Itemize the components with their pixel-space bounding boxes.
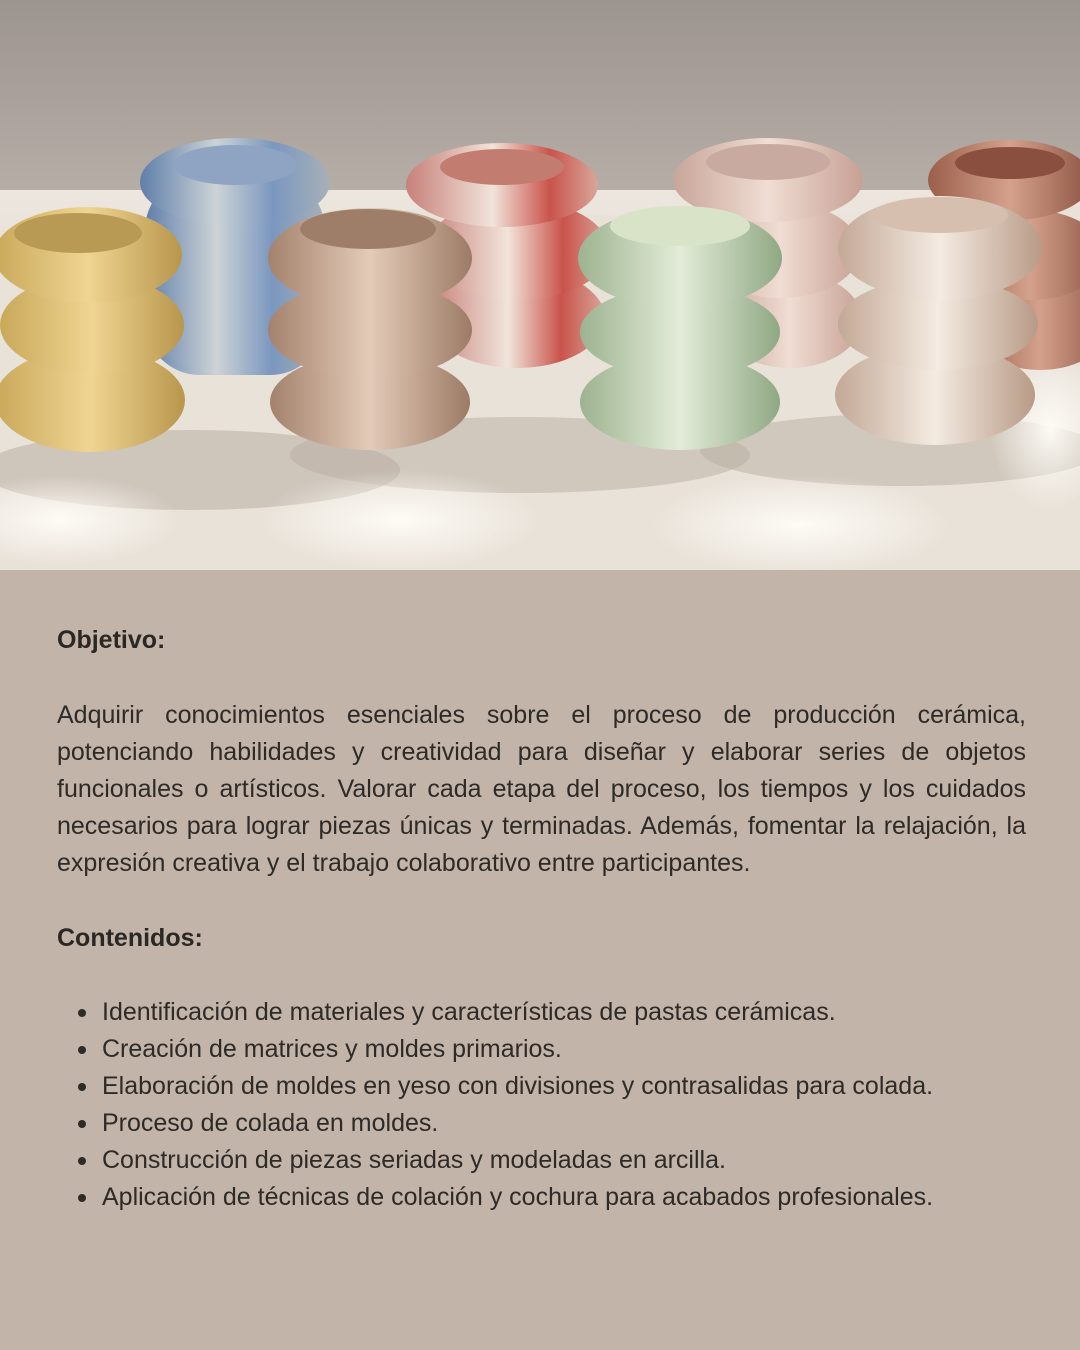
list-item-text: Elaboración de moldes en yeso con divisiones y contrasalidas para colada. [102, 1072, 934, 1100]
vase-yellow [0, 207, 185, 452]
vase-green [578, 206, 782, 450]
vase-tan [268, 208, 472, 450]
bullet-icon [78, 1083, 86, 1091]
list-item [57, 1105, 1057, 1142]
list-item [57, 994, 1057, 1031]
bullet-icon [78, 1009, 86, 1017]
ceramics-illustration [0, 0, 1080, 570]
ceramics-photo [0, 0, 1080, 570]
objective-heading: Objetivo: [57, 626, 166, 654]
list-item-text: Identificación de materiales y características de pastas cerámicas. [102, 998, 836, 1026]
list-item [57, 1179, 1057, 1216]
contents-heading: Contenidos: [57, 924, 203, 952]
list-item [57, 1142, 1057, 1179]
bullet-icon [78, 1046, 86, 1054]
vase-cream [835, 196, 1042, 445]
list-item-text: Aplicación de técnicas de colación y cochura para acabados profesionales. [102, 1183, 934, 1211]
bullet-icon [78, 1157, 86, 1165]
objective-text: Adquirir conocimientos esenciales sobre el proceso de producción cerámica, potenciando habilidades y creatividad para diseñar y elaborar series de objetos funcionales o artísticos. Valorar cada etapa del proceso, los tiempos y los cuidados necesarios para lograr piezas únicas y terminadas. Además, fomentar la relajación, la expresión creativa y el trabajo colaborativo entre participantes. [57, 701, 1026, 877]
list-item [57, 1031, 1057, 1068]
list-item-text: Proceso de colada en moldes. [102, 1109, 439, 1137]
contents-list [57, 994, 1057, 1216]
list-item-text: Creación de matrices y moldes primarios. [102, 1035, 562, 1063]
bullet-icon [78, 1120, 86, 1128]
list-item [57, 1068, 1057, 1105]
bullet-icon [78, 1194, 86, 1202]
list-item-text: Construcción de piezas seriadas y modeladas en arcilla. [102, 1146, 726, 1174]
